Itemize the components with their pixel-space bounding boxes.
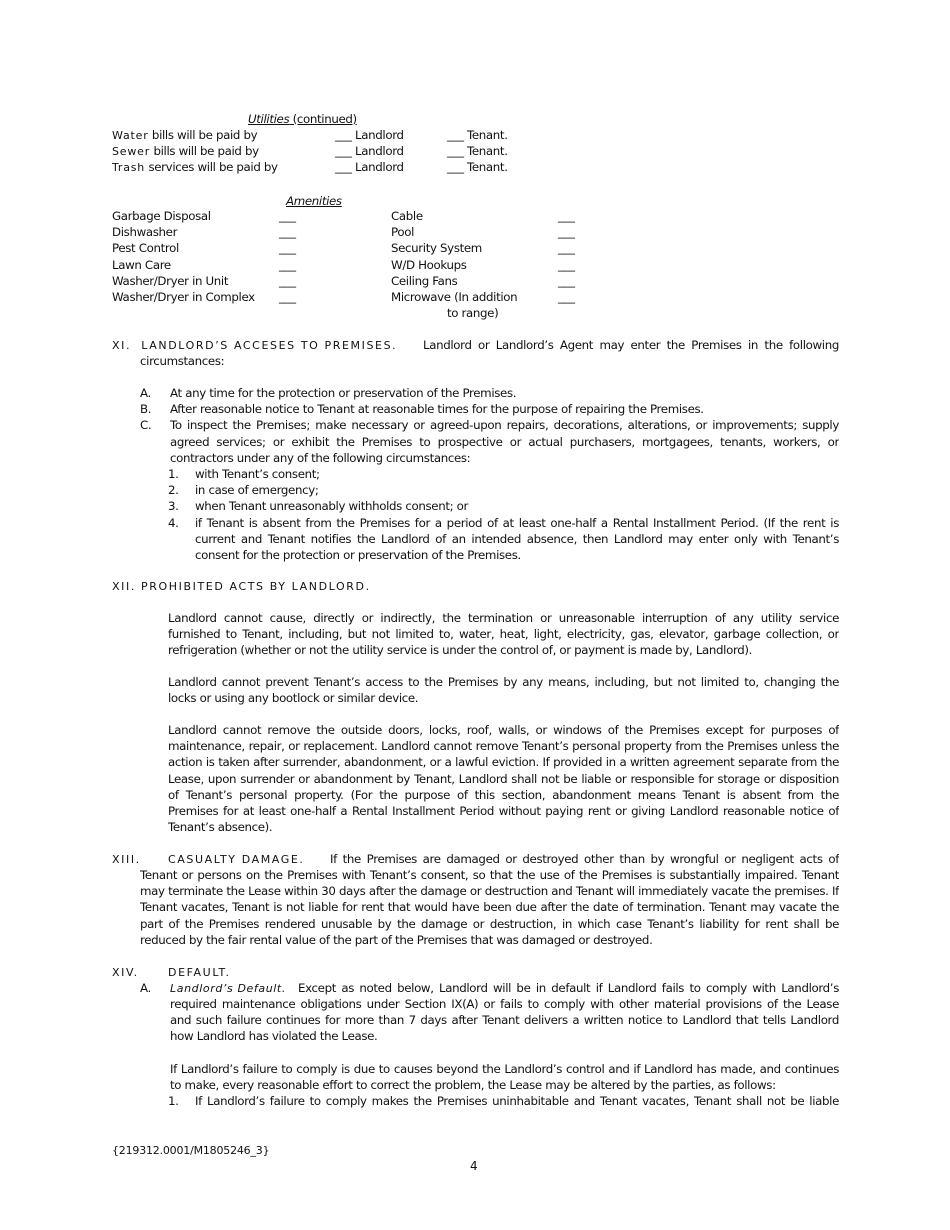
amenity-label: Garbage Disposal [112,209,211,223]
section-xiii-paragraph-line: reduced by the fair rental value of the part of the Premises that was damaged or destroyed. [140,932,653,947]
section-xiii-paragraph-line: Tenant vacates, Tenant is not liable for rent that would have been due after the date of termination. Tenant may vacate the [140,900,839,915]
section-xiv-item-a-title: Landlord’s Default. [170,982,286,995]
section-xiii-paragraph [140,867,839,948]
amenity-blank: ___ [558,209,575,223]
section-xii-paragraph-line: Landlord cannot remove the outside doors, locks, roof, walls, or windows of the Premises except for purposes of [168,723,839,737]
list-marker: B. [140,402,152,417]
section-xiv-sub1-text: If Landlord’s failure to comply makes the Premises uninhabitable and Tenant vacates, Tenant shall not be liable [195,1094,839,1108]
sublist-marker: 1. [168,467,179,481]
sublist-item-text-line: consent for the protection or preservation of the Premises. [195,547,521,562]
amenity-label: Cable [391,209,423,223]
section-xii-paragraph [168,722,839,835]
list-item-text [170,417,839,466]
sublist-item-text: when Tenant unreasonably withholds consent; or [195,499,468,514]
utility-landlord-option: ___ Landlord [335,144,404,159]
section-xiv-item-a-paragraph-line: and such failure continues for more than 7 days after Tenant delivers a written notice to Landlord that tells Landlord [170,1013,839,1028]
document-id: {219312.0001/M1805246_3} [112,1144,270,1157]
amenity-blank: ___ [279,257,296,272]
section-xiv-heading: XIV. [112,966,139,979]
section-xiii-first-line: If the Premises are damaged or destroyed other than by wrongful or negligent acts of [330,852,839,866]
sublist-item-text [195,515,839,564]
utility-label [112,143,259,160]
utility-label-rest: services will be paid by [145,160,278,175]
section-xii-paragraph-line: Lease, upon surrender or abandonment by Tenant, Landlord shall not be liable or responsible for storage or disposition [168,771,839,786]
utility-label-rest: bills will be paid by [150,144,259,159]
section-xiv-paragraph-2-text-line: to make, every reasonable effort to correct the problem, the Lease may be altered by the parties, as follows: [170,1078,776,1093]
section-xii-paragraph [168,674,839,706]
amenity-blank: ___ [558,225,575,240]
sublist-marker: 2. [168,483,179,498]
section-xiii-paragraph-line: Tenant or persons on the Premises with Tenant’s consent, so that the use of the Premises is substantially impaired. Tenant [140,868,839,882]
list-item-text-line: agreed services; or exhibit the Premises to prospective or actual purchasers, mortgagees, tenants, workers, or [170,434,839,449]
amenity-blank: ___ [558,257,575,272]
amenity-label: Washer/Dryer in Unit [112,273,229,288]
section-xii-paragraph-line: refrigeration (whether or not the utility service is under the control of, or payment is made by, Landlord). [168,643,753,658]
amenity-label: Washer/Dryer in Complex [112,290,255,304]
utility-label [112,127,257,144]
amenity-blank: ___ [558,290,575,304]
amenity-label: Lawn Care [112,257,171,272]
utility-tenant-option: ___ Tenant. [447,128,508,142]
utility-name: Sewer [112,145,151,159]
amenity-blank: ___ [558,273,575,288]
utility-label-rest: bills will be paid by [148,128,258,142]
utility-landlord-option: ___ Landlord [335,160,404,175]
section-xii-paragraph [168,610,839,659]
section-xi-heading: XI. LANDLORD’S ACCESES TO PREMISES. [112,339,398,352]
amenity-blank: ___ [279,209,296,223]
list-marker: A. [140,386,151,400]
amenity-blank: ___ [279,225,296,240]
section-xii-paragraph-line: action is taken after surrender, abandonment, or a lawful eviction. If provided in a written agreement separate from the [168,755,839,770]
section-xii-paragraph-line: Landlord cannot prevent Tenant’s access to the Premises by any means, including, but not limited to, changing the [168,675,839,689]
amenity-label: Microwave (In addition [391,290,518,304]
section-xiii-title: CASUALTY DAMAGE. [168,853,305,866]
section-xiv-paragraph-2-text-line: If Landlord’s failure to comply is due to causes beyond the Landlord’s control and if Landlord has made, and continues [170,1062,839,1076]
sublist-item-text: in case of emergency; [195,483,319,498]
section-xiii-paragraph-line: may terminate the Lease within 30 days after the damage or destruction and Tenant will immediately vacate the premises. If [140,884,839,899]
utility-tenant-option: ___ Tenant. [447,144,508,159]
amenity-blank: ___ [279,273,296,288]
section-xi-intro-line1: Landlord or Landlord’s Agent may enter the Premises in the following [423,338,839,352]
amenity-label: Pool [391,225,415,240]
page-number: 4 [470,1159,478,1173]
section-xiv-title: DEFAULT. [168,966,231,979]
amenity-microwave-continuation: to range) [447,306,499,320]
section-xii-paragraph-line: Tenant’s absence). [168,820,273,835]
amenity-label: Ceiling Fans [391,273,458,288]
utility-label [112,159,278,176]
sublist-marker: 4. [168,515,179,530]
amenity-label: Dishwasher [112,225,178,240]
sublist-item-text: with Tenant’s consent; [195,467,320,481]
amenity-blank: ___ [279,290,296,304]
amenity-label: Security System [391,241,482,256]
list-item-text: After reasonable notice to Tenant at reasonable times for the purpose of repairing the Premises. [170,402,704,417]
list-item-text-line: contractors under any of the following circumstances: [170,450,471,465]
section-xii-paragraph-line: Premises for at least one-half a Rental Installment Period without paying rent or giving Landlord reasonable notice of [168,803,839,818]
section-xiv-item-a-marker: A. [140,981,151,995]
section-xi-intro-line2: circumstances: [140,354,225,368]
section-xiii-heading: XIII. [112,853,141,866]
amenity-label: Pest Control [112,241,179,256]
section-xii-paragraph-line: locks or using any bootlock or similar device. [168,691,419,706]
section-xiii-paragraph-line: part of the Premises rendered unusable by the damage or destruction, in which case Tenant’s liability for rent shall be [140,916,839,931]
section-xii-paragraph-line: maintenance, repair, or replacement. Landlord cannot remove Tenant’s personal property from the Premises unless the [168,739,839,754]
utilities-heading: Utilities (continued) [248,112,357,126]
section-xiv-item-a-first-line: Except as noted below, Landlord will be in default if Landlord fails to comply with Landlord’s [298,981,839,995]
amenity-label: W/D Hookups [391,257,467,272]
list-item-text-line: To inspect the Premises; make necessary or agreed-upon repairs, decorations, alterations, or improvements; supply [170,418,839,433]
section-xii-paragraph-line: of Tenant’s personal property. (For the purpose of this section, abandonment means Tenant is absent from the [168,787,839,802]
list-item-text: At any time for the protection or preservation of the Premises. [170,386,517,400]
list-marker: C. [140,418,152,433]
sublist-item-text-line: current and Tenant notifies the Landlord of an intended absence, then Landlord may enter only with Tenant’s [195,531,839,546]
utility-tenant-option: ___ Tenant. [447,160,508,175]
amenity-blank: ___ [558,241,575,256]
section-xii-paragraph-line: Landlord cannot cause, directly or indirectly, the termination or unreasonable interruption of any utility service [168,611,839,625]
section-xiv-paragraph-2-text [170,1061,839,1093]
sublist-item-text-line: if Tenant is absent from the Premises for a period of at least one-half a Rental Installment Period. (If the rent is [195,515,839,530]
section-xiv-sub1-marker: 1. [168,1094,179,1108]
amenity-blank: ___ [279,241,296,256]
utility-name: Trash [112,161,146,175]
utility-name: Water [112,129,149,142]
section-xiv-item-a-paragraph-line: how Landlord has violated the Lease. [170,1029,378,1044]
amenities-heading: Amenities [286,194,342,208]
section-xiv-item-a-paragraph-line: required maintenance obligations under Section IX(A) or fails to comply with other material provisions of the Lease [170,997,839,1011]
section-xii-paragraph-line: furnished to Tenant, including, but not limited to, water, heat, light, electricity, gas, elevator, garbage collection, or [168,627,839,642]
section-xiv-item-a-paragraph [170,996,839,1045]
sublist-marker: 3. [168,499,179,514]
utility-landlord-option: ___ Landlord [335,128,404,142]
section-xii-heading: XII. PROHIBITED ACTS BY LANDLORD. [112,580,371,593]
